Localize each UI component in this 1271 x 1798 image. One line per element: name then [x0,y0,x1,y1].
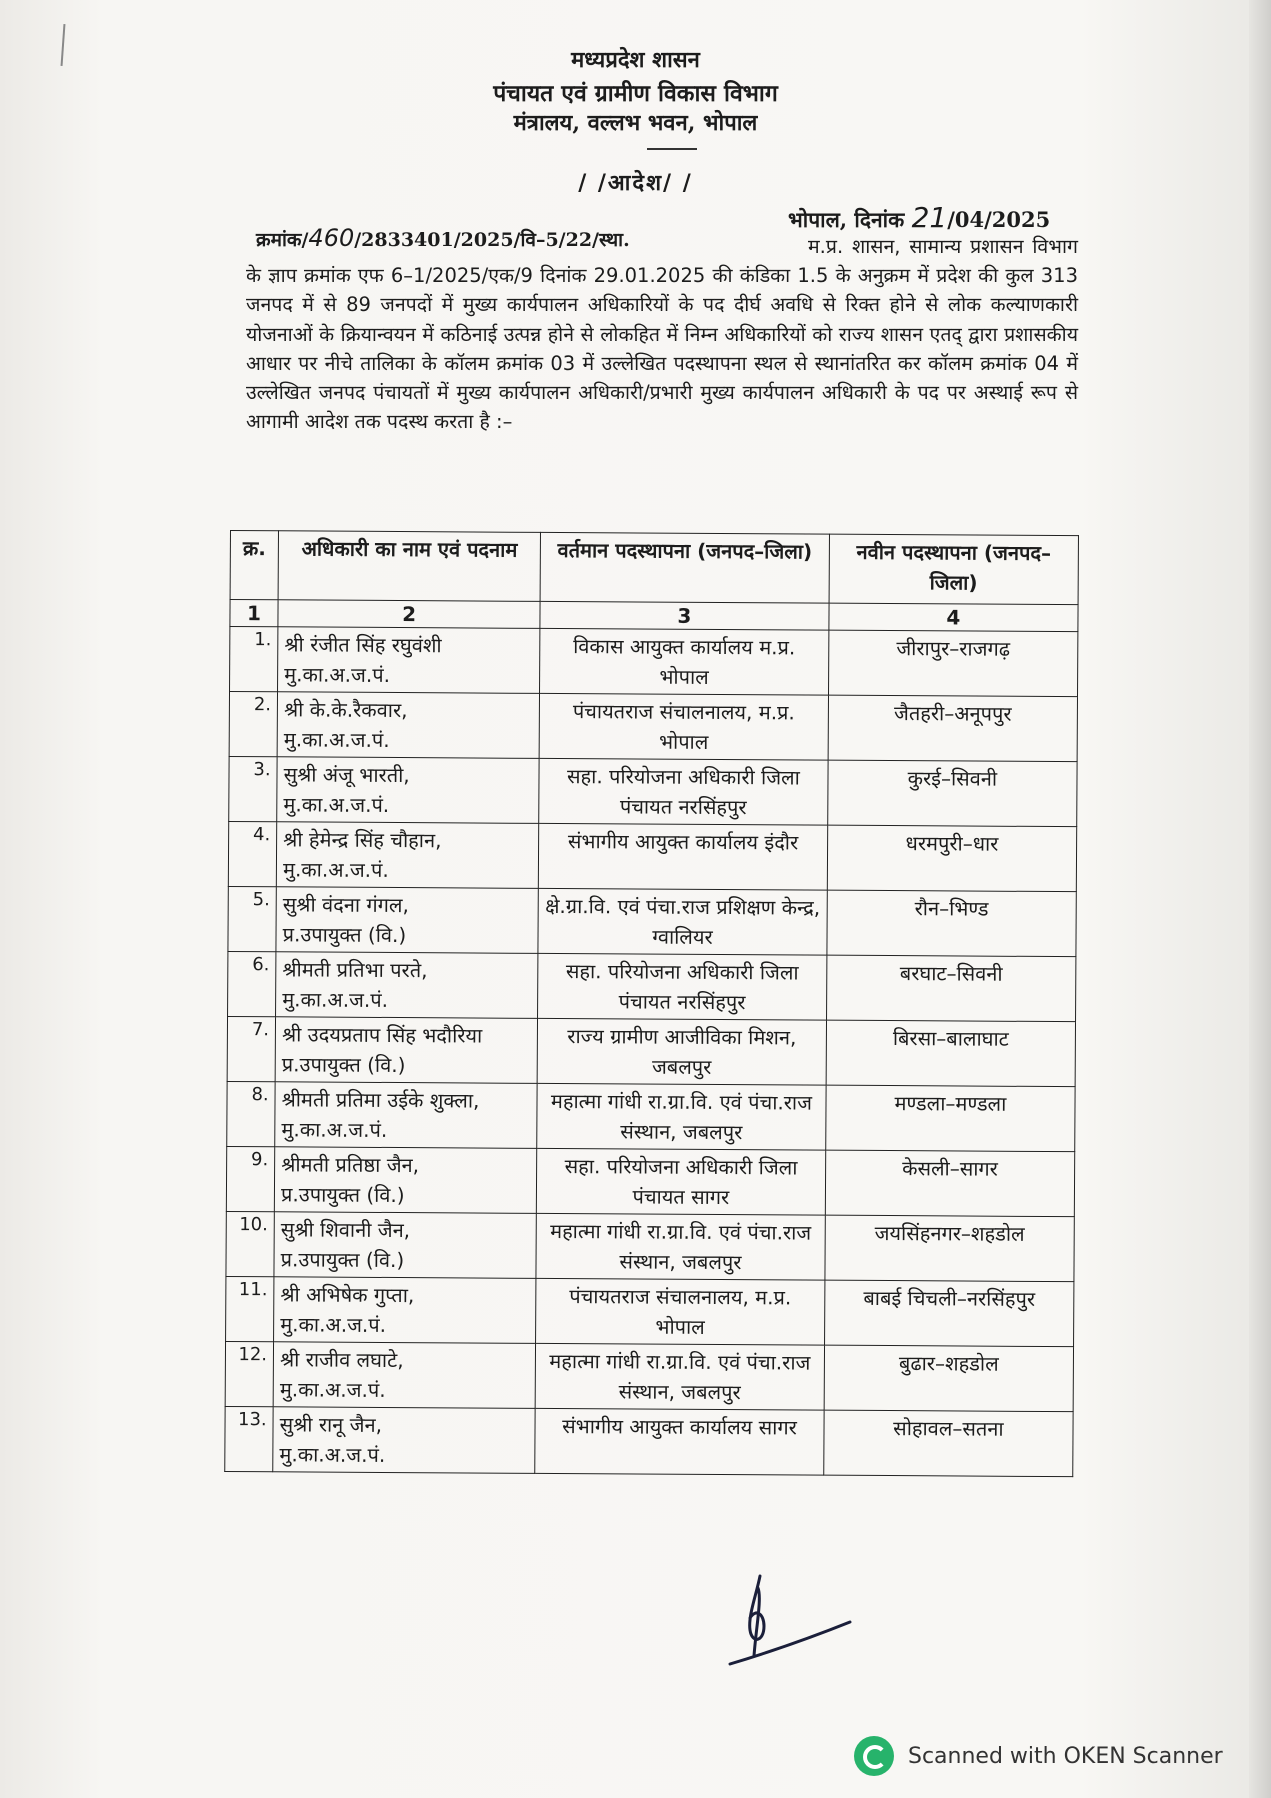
cell-sn [228,886,277,951]
cell-current-posting [537,1083,826,1150]
order-body [246,232,1078,436]
table-row [226,1276,1074,1346]
cell-current-posting [536,1148,825,1215]
officer-designation: मु.का.अ.ज.पं. [282,987,389,1012]
cell-officer [278,627,540,694]
col-number: 2 [278,600,540,629]
officer-name: सुश्री शिवानी जैन, [280,1217,411,1243]
current-posting: महात्मा गांधी रा.ग्रा.वि. एवं पंचा.राज संस्थान, जबलपुर [549,1348,811,1405]
cell-current-posting [538,888,827,955]
table-row [227,1081,1075,1151]
officer-designation: मु.का.अ.ज.पं. [279,1377,386,1402]
cell-new-posting [828,630,1078,697]
cell-officer [273,1407,535,1474]
cell-sn [229,692,278,757]
cell-current-posting [539,693,828,760]
header-sn: क्र. [230,531,279,600]
officer-name: श्रीमती प्रतिमा उईके शुक्ला, [281,1087,480,1113]
serial-number: 6. [252,954,270,976]
cell-current-posting [538,953,827,1020]
table-row [228,821,1076,891]
transfer-table [224,530,1079,1477]
cell-sn [226,1211,275,1276]
current-posting: राज्य ग्रामीण आजीविका मिशन, जबलपुर [567,1024,797,1079]
header-name: अधिकारी का नाम एवं पदनाम [278,531,540,602]
new-posting: कुरई–सिवनी [907,766,998,791]
officer-designation: मु.का.अ.ज.पं. [281,1117,388,1142]
officer-name: श्री अभिषेक गुप्ता, [280,1282,415,1308]
new-posting: जैतहरी–अनूपपुर [893,701,1012,726]
cell-sn [230,627,279,692]
cell-new-posting [826,955,1076,1022]
cell-sn [228,821,277,886]
table-row [225,1341,1073,1411]
ref-handwritten-number: 460 [308,224,355,252]
officer-name: सुश्री अंजू भारती, [283,762,410,788]
new-posting: जीरापुर–राजगढ़ [896,636,1011,661]
cell-current-posting [539,758,828,825]
cell-new-posting [824,1345,1074,1412]
cell-sn [228,951,277,1016]
cell-new-posting [824,1410,1074,1477]
cell-current-posting [537,1018,826,1085]
page-edge-shadow [1249,0,1271,1798]
cell-officer [276,952,538,1019]
current-posting: विकास आयुक्त कार्यालय म.प्र. भोपाल [573,634,796,689]
table-row [228,951,1076,1021]
serial-number: 4. [252,824,271,846]
current-posting: पंचायतराज संचालनालय, म.प्र. भोपाल [569,1284,792,1339]
signature [720,1568,870,1678]
serial-number: 10. [239,1214,268,1236]
cell-officer [274,1147,536,1214]
officer-name: श्री राजीव लघाटे, [279,1347,404,1373]
cell-new-posting [827,825,1077,892]
cell-officer [275,1017,537,1084]
serial-number: 8. [251,1084,269,1106]
cell-officer [274,1212,536,1279]
cell-officer [273,1342,535,1409]
officer-name: श्रीमती प्रतिष्ठा जैन, [281,1152,420,1178]
cell-new-posting [826,1020,1076,1087]
officer-name: श्री हेमेन्द्र सिंह चौहान, [283,827,442,853]
new-posting: बरघाट–सिवनी [899,961,1003,986]
serial-number: 3. [253,759,271,781]
serial-number: 1. [254,629,272,651]
officer-designation: मु.का.अ.ज.पं. [284,662,391,687]
officer-name: सुश्री वंदना गंगल, [282,892,409,918]
cell-sn [225,1406,274,1471]
officer-name: श्री रंजीत सिंह रघुवंशी [284,632,442,658]
cell-sn [227,1081,276,1146]
cell-new-posting [828,760,1078,827]
table-row [229,756,1077,826]
new-posting: सोहावल–सतना [893,1416,1004,1441]
body-lead: म.प्र. शासन, सामान्य [808,235,962,258]
cell-new-posting [825,1215,1075,1282]
current-posting: सहा. परियोजना अधिकारी जिला पंचायत नरसिंहपुर [566,764,800,820]
officer-designation: प्र.उपायुक्त (वि.) [280,1247,405,1273]
cell-sn [226,1146,275,1211]
officer-designation: मु.का.अ.ज.पं. [282,857,389,882]
scanner-watermark [854,1736,1223,1776]
table-row [230,627,1078,697]
new-posting: बाबई चिचली–नरसिंहपुर [863,1285,1036,1311]
header-department: पंचायत एवं ग्रामीण विकास विभाग [493,80,778,107]
cell-current-posting [538,823,827,890]
table-header-row [230,531,1078,605]
serial-number: 13. [237,1409,267,1431]
cell-current-posting [535,1408,824,1475]
cell-sn [226,1276,275,1341]
col-number: 1 [230,600,278,627]
header-current-posting: वर्तमान पदस्थापना (जनपद–जिला) [540,532,829,603]
cell-new-posting [828,695,1078,762]
table-row [226,1211,1074,1281]
cell-new-posting [826,1085,1076,1152]
cell-officer [276,887,538,954]
officer-designation: मु.का.अ.ज.पं. [279,1442,386,1467]
cell-current-posting [536,1278,825,1345]
date-prefix: भोपाल, दिनांक [788,207,905,232]
cell-officer [275,1082,537,1149]
header-government: मध्यप्रदेश शासन [571,47,700,73]
table-row [229,692,1077,762]
ref-prefix: क्रमांक/ [256,229,309,251]
officer-designation: प्र.उपायुक्त (वि.) [280,1182,405,1208]
ref-rest: /2833401/2025/वि–5/22/स्था. [354,229,630,251]
dateline [788,201,1050,234]
new-posting: बुढार–शहडोल [898,1351,999,1376]
col-number: 4 [829,603,1078,632]
cell-officer [277,692,539,759]
new-posting: केसली–सागर [902,1156,998,1181]
new-posting: मण्डला–मण्डला [894,1091,1007,1116]
cell-sn [227,1016,276,1081]
cell-current-posting [536,1213,825,1280]
order-title: / /आदेश/ / [578,170,693,196]
serial-number: 11. [238,1279,268,1301]
officer-designation: प्र.उपायुक्त (वि.) [282,922,407,948]
cell-new-posting [825,1150,1075,1217]
cell-new-posting [824,1280,1074,1347]
new-posting: धरमपुरी–धार [905,831,999,856]
header-address: मंत्रालय, वल्लभ भवन, भोपाल [513,110,758,136]
cell-sn [225,1341,274,1406]
current-posting: महात्मा गांधी रा.ग्रा.वि. एवं पंचा.राज संस्थान, जबलपुर [550,1218,812,1275]
officer-name: श्री उदयप्रताप सिंह भदौरिया [281,1022,483,1048]
officer-designation: मु.का.अ.ज.पं. [283,792,390,817]
cell-sn [229,756,278,821]
current-posting: संभागीय आयुक्त कार्यालय सागर [562,1414,797,1440]
new-posting: जयसिंहनगर–शहडोल [874,1220,1025,1246]
table-row [227,1016,1075,1086]
col-number: 3 [540,601,829,630]
body-text: प्रशासन विभाग के ज्ञाप क्रमांक एफ 6–1/2025/एक/9 दिनांक 29.01.2025 की कंडिका 1.5 के अनुक्रम में प्रदेश की कुल 313 जनपद में से 89 जनपदों में मुख्य कार्यपालन अधिकारियों के पद दीर्घ अवधि से रिक्त होने से लोक कल्याणकारी योजनाओं के क्रियान्वयन में कठिनाई उत्पन्न होने से लोकहित में निम्न अधिकारियों को राज्य शासन एतद् द्वारा प्रशासकीय आधार पर नीचे तालिका के कॉलम क्रमांक 03 में उल्लेखित पदस्थापना स्थल से स्थानांतरित कर कॉलम क्रमांक 04 में उल्लेखित जनपद पंचायतों में मुख्य कार्यपालन अधिकारी/प्रभारी मुख्य कार्यपालन अधिकारी के पद पर अस्थाई रूप से आगामी आदेश तक पदस्थ करता है :– [246,235,1078,434]
new-posting: रौन–भिण्ड [914,896,989,921]
serial-number: 5. [252,889,270,911]
table-row [228,886,1076,956]
current-posting: संभागीय आयुक्त कार्यालय इंदौर [567,829,799,855]
cell-current-posting [540,628,829,695]
date-day-handwritten: 21 [911,201,948,234]
header-new-posting: नवीन पदस्थापना (जनपद–जिला) [829,534,1079,605]
date-rest: /04/2025 [947,207,1051,232]
cell-current-posting [535,1343,824,1410]
table-row [225,1406,1073,1476]
cell-officer [277,757,539,824]
current-posting: महात्मा गांधी रा.ग्रा.वि. एवं पंचा.राज संस्थान, जबलपुर [550,1088,813,1145]
serial-number: 7. [251,1019,270,1041]
officer-name: श्रीमती प्रतिभा परते, [282,957,428,983]
oken-scanner-logo-icon [854,1736,894,1776]
officer-designation: मु.का.अ.ज.पं. [283,727,390,752]
current-posting: सहा. परियोजना अधिकारी जिला पंचायत नरसिंहपुर [565,959,799,1015]
current-posting: सहा. परियोजना अधिकारी जिला पंचायत सागर [564,1154,798,1210]
header-divider [647,148,697,150]
new-posting: बिरसा–बालाघाट [892,1026,1009,1051]
cell-new-posting [827,890,1077,957]
officer-name: सुश्री रानू जैन, [279,1412,383,1437]
officer-designation: प्र.उपायुक्त (वि.) [281,1052,406,1078]
cell-officer [274,1277,536,1344]
table-row [226,1146,1074,1216]
current-posting: पंचायतराज संचालनालय, म.प्र. भोपाल [572,699,795,754]
officer-designation: मु.का.अ.ज.पं. [280,1312,387,1337]
cell-officer [276,822,538,889]
officer-name: श्री के.के.रैकवार, [283,697,408,723]
current-posting: क्षे.ग्रा.वि. एवं पंचा.राज प्रशिक्षण केन्द्र, ग्वालियर [545,893,821,949]
serial-number: 9. [251,1149,269,1171]
scanner-text: Scanned with OKEN Scanner [908,1743,1223,1769]
serial-number: 12. [238,1344,268,1366]
serial-number: 2. [253,694,272,716]
